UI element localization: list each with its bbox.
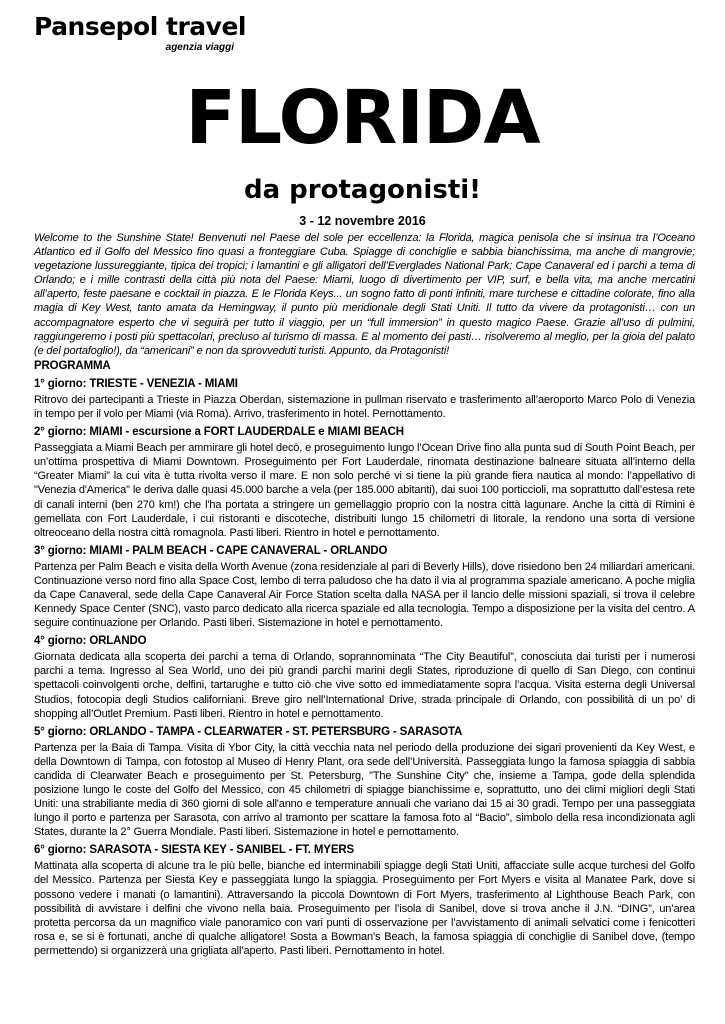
day-description: Passeggiata a Miami Beach per ammirare gli hotel decò, e proseguimento lungo l’Ocean Drive fino alla punta sud di South Point Beach, per un’ottima prospettiva di Miami Downtown. Proseguimento per Fort Lauderdale, rinomata destinazione balneare situata all’interno della “Greater Miami” la cui vita è tutta rivolta verso il mare. E non solo perché vi si tiene la più grande fiera nautica al mondo: l’appellativo di "Venezia d'America" le deriva dalle quasi 45.000 barche a vela (per 185.000 abitanti), dai suoi 100 porticcioli, ma soprattutto dall’estesa rete di canali interni (ben 270 km!) che l'ha portata a stringere un gemellaggio proprio con la nostra città lagunare. Anche la città di Rimini è gemellata con Fort Lauderdale, i cui ristoranti e discoteche, distribuiti lungo 15 chilometri di litorale, la rendono una sorta di versione oltreoceano della nostra città romagnola. Pasti liberi. Rientro in hotel e pernottamento. (34, 442, 695, 539)
day-title: 5° giorno: ORLANDO - TAMPA - CLEARWATER - ST. PETERSBURG - SARASOTA (34, 725, 463, 738)
trip-dates: 3 - 12 novembre 2016 (299, 214, 426, 228)
day-description: Giornata dedicata alla scoperta dei parchi a tema di Orlando, soprannominata “The City Beautiful”, conosciuta dai turisti per i numerosi parchi a tema. Ingresso al Sea World, uno dei più grandi parchi marini degli States, riproduzione di quello di San Diego, con continui spettacoli coinvolgenti orche, delfini, tartarughe e tutto ciò che vive sotto ed immediatamente sopra l’acqua. Visita esterna degli Universal Studios, fotocopia degli Studios californiani. Breve giro nell’International Drive, strada principale di Orlando, con possibilità di un po’ di shopping all’Outlet Premium. Pasti liberi. Rientro in hotel e pernottamento. (34, 651, 695, 720)
program-heading: PROGRAMMA (34, 359, 111, 372)
brand-name: Pansepol travel (34, 12, 246, 41)
day-section (34, 543, 695, 630)
day-title: 3° giorno: MIAMI - PALM BEACH - CAPE CANAVERAL - ORLANDO (34, 544, 388, 557)
day-title: 4° giorno: ORLANDO (34, 635, 147, 648)
day-section (34, 724, 695, 840)
brand-tagline: agenzia viaggi (165, 42, 234, 53)
day-title: 6° giorno: SARASOTA - SIESTA KEY - SANIBEL - FT. MYERS (34, 844, 355, 857)
intro-paragraph: Welcome to the Sunshine State! Benvenuti nel Paese del sole per eccellenza: la Florida, magica penisola che si insinua tra l’Oceano Atlantico ed il Golfo del Messico fino quasi a fronteggiare Cuba. Spiagge di conchiglie e sabbia bianchissima, ma anche di mangrovie; vegetazione lussureggiante, tipica dei tropici; i lamantini e gli alligatori dell’Everglades National Park; Cape Canaveral ed i parchi a tema di Orlando; e i mille contrasti della città più nota del Paese: Miami, luogo di divertimento per VIP, surf, e bella vita, ma anche mercatini all’aperto, feste paesane e cocktail in piazza. E le Florida Keys... un sogno fatto di ponti infiniti, mare turchese e cittadine colorate, fino alla magia di Key West, tanto amata da Hemingway, il punto più meridionale degli Stati Uniti. Il tutto da vivere da protagonisti… con un accompagnatore esperto che vi seguirà per tutto il viaggio, per un “full immersion” in questo magico Paese. Grazie all’uso di pulmini, raggiungeremo i posti più spettacolari, precluso al turismo di massa. E al momento dei pasti… risolveremo al meglio, per la gioia del palato (e del portafoglio!), da “americani” e non da sprovveduti turisti. Appunto, da Protagonisti! (34, 232, 695, 357)
document-body (34, 231, 695, 960)
day-section (34, 376, 695, 421)
day-section (34, 633, 695, 720)
page-title: FLORIDA (185, 75, 540, 161)
day-section (34, 424, 695, 540)
day-section (34, 842, 695, 958)
day-description: Mattinata alla scoperta di alcune tra le più belle, bianche ed interminabili spiagge degli Stati Uniti, affacciate sulle acque turchesi del Golfo del Messico. Partenza per Siesta Key e passeggiata lungo la spiaggia. Proseguimento per Fort Myers e visita al Manatee Park, dove si possono vedere i manati (o lamantini). Attraversando la piccola Downtown di Fort Myers, trasferimento al Lighthouse Beach Park, con possibilità di avvistare i delfini che vivono nella baia. Proseguimento per l’isola di Sanibel, dove si trova anche il J.N. “DING”, un’area protetta percorsa da un magnifico viale panoramico con vari punti di osservazione per l’avvistamento di animali selvatici come i fenicotteri rosa e, se si è fortunati, anche di qualche alligatore! Sosta a Bowman’s Beach, la famosa spiaggia di conchiglie di Sanibel dove, (tempo permettendo) si organizzerà una grigliata all’aperto. Pasti liberi. Pernottamento in hotel. (34, 860, 695, 957)
day-description: Ritrovo dei partecipanti a Trieste in Piazza Oberdan, sistemazione in pullman riservato e trasferimento all’aeroporto Marco Polo di Venezia in tempo per il volo per Miami (via Roma). Arrivo, trasferimento in hotel. Pernottamento. (34, 393, 695, 421)
day-description: Partenza per la Baia di Tampa. Visita di Ybor City, la città vecchia nata nel periodo della produzione dei sigari provenienti da Key West, e della Downtown di Tampa, con fotostop al Museo di Henry Plant, ora sede dell’Università. Passeggiata lungo la famosa spiaggia di sabbia candida di Clearwater Beach e proseguimento per St. Petersburg, "The Sunshine City" che, insieme a Tampa, gode della splendida posizione lungo le coste del Golfo del Messico, con 45 chilometri di spiagge bianchissime e, soprattutto, uno dei climi migliori degli Stati Uniti: una strabiliante media di 360 giorni di sole all'anno e temperature annuali che variano dai 15 ai 30 gradi. Tempo per una passeggiata lungo il porto e partenza per Sarasota, con arrivo al tramonto per scattare la famosa foto al “Bacio”, simbolo della resa incondizionata agli States, durante la 2° Guerra Mondiale. Pasti liberi. Sistemazione in hotel e pernottamento. (34, 741, 695, 839)
page-subtitle: da protagonisti! (243, 175, 482, 205)
day-description: Partenza per Palm Beach e visita della Worth Avenue (zona residenziale al pari di Beverly Hills), dove risiedono ben 24 miliardari americani. Continuazione verso nord fino alla Space Cost, lembo di terra paludoso che ha dato il via al programma spaziale americano. A poche miglia da Cape Canaveral, sede della Cape Canaveral Air Force Station scelta dalla NASA per il lancio delle missioni spaziali, si trova il celebre Kennedy Space Center (SNC), vasto parco dedicato alla ricerca spaziale ed alla tecnologia. Tempo a disposizione per la visita del centro. A seguire continuazione per Orlando. Pasti liberi. Sistemazione in hotel e pernottamento. (34, 560, 695, 630)
day-title: 2° giorno: MIAMI - escursione a FORT LAUDERDALE e MIAMI BEACH (34, 426, 404, 439)
brand-logo (34, 12, 244, 58)
day-title: 1° giorno: TRIESTE - VENEZIA - MIAMI (34, 377, 238, 390)
